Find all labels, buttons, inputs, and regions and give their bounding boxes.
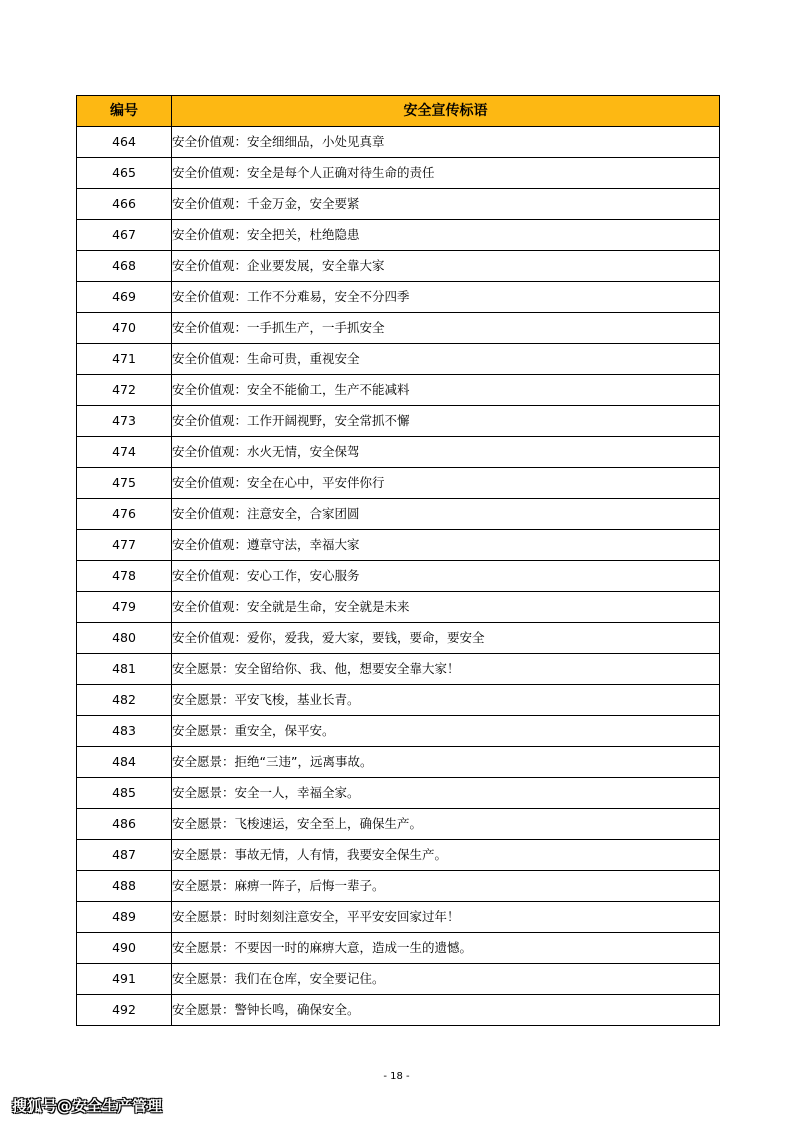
row-slogan: 安全价值观：工作开阔视野，安全常抓不懈 bbox=[172, 406, 720, 437]
row-slogan: 安全价值观：水火无情，安全保驾 bbox=[172, 437, 720, 468]
row-number: 468 bbox=[77, 251, 172, 282]
table-row bbox=[77, 747, 720, 778]
table-row bbox=[77, 127, 720, 158]
row-number: 479 bbox=[77, 592, 172, 623]
row-number: 475 bbox=[77, 468, 172, 499]
table-row bbox=[77, 282, 720, 313]
table-row bbox=[77, 344, 720, 375]
table-row bbox=[77, 437, 720, 468]
row-slogan: 安全价值观：遵章守法，幸福大家 bbox=[172, 530, 720, 561]
row-number: 467 bbox=[77, 220, 172, 251]
row-number: 470 bbox=[77, 313, 172, 344]
row-slogan: 安全价值观：安全把关，杜绝隐患 bbox=[172, 220, 720, 251]
table-row bbox=[77, 406, 720, 437]
table-row bbox=[77, 313, 720, 344]
row-slogan: 安全愿景：平安飞梭，基业长青。 bbox=[172, 685, 720, 716]
row-number: 483 bbox=[77, 716, 172, 747]
row-slogan: 安全愿景：麻痹一阵子，后悔一辈子。 bbox=[172, 871, 720, 902]
table-row bbox=[77, 902, 720, 933]
table-row bbox=[77, 220, 720, 251]
table-header-row bbox=[77, 96, 720, 127]
table-row bbox=[77, 716, 720, 747]
row-slogan: 安全愿景：警钟长鸣，确保安全。 bbox=[172, 995, 720, 1026]
page-number: - 18 - bbox=[383, 1071, 410, 1082]
row-slogan: 安全价值观：工作不分难易，安全不分四季 bbox=[172, 282, 720, 313]
row-number: 491 bbox=[77, 964, 172, 995]
table-row bbox=[77, 995, 720, 1026]
header-slogan: 安全宣传标语 bbox=[172, 96, 720, 127]
table-row bbox=[77, 964, 720, 995]
row-number: 490 bbox=[77, 933, 172, 964]
table-row bbox=[77, 809, 720, 840]
row-slogan: 安全愿景：安全留给你、我、他，想要安全靠大家！ bbox=[172, 654, 720, 685]
row-number: 478 bbox=[77, 561, 172, 592]
source-watermark: 搜狐号@安全生产管理 bbox=[12, 1097, 163, 1115]
row-number: 464 bbox=[77, 127, 172, 158]
table-row bbox=[77, 375, 720, 406]
row-number: 488 bbox=[77, 871, 172, 902]
row-slogan: 安全愿景：拒绝“三违”，远离事故。 bbox=[172, 747, 720, 778]
slogan-table-body bbox=[77, 127, 720, 1026]
row-slogan: 安全价值观：注意安全，合家团圆 bbox=[172, 499, 720, 530]
row-slogan: 安全愿景：重安全，保平安。 bbox=[172, 716, 720, 747]
row-slogan: 安全价值观：企业要发展，安全靠大家 bbox=[172, 251, 720, 282]
row-slogan: 安全价值观：安心工作，安心服务 bbox=[172, 561, 720, 592]
slogan-table bbox=[76, 95, 720, 1026]
row-number: 474 bbox=[77, 437, 172, 468]
row-slogan: 安全价值观：千金万金，安全要紧 bbox=[172, 189, 720, 220]
table-row bbox=[77, 468, 720, 499]
row-number: 471 bbox=[77, 344, 172, 375]
table-row bbox=[77, 840, 720, 871]
row-slogan: 安全价值观：安全就是生命，安全就是未来 bbox=[172, 592, 720, 623]
row-number: 484 bbox=[77, 747, 172, 778]
row-slogan: 安全愿景：安全一人，幸福全家。 bbox=[172, 778, 720, 809]
row-number: 465 bbox=[77, 158, 172, 189]
table-row bbox=[77, 685, 720, 716]
table-row bbox=[77, 654, 720, 685]
table-row bbox=[77, 530, 720, 561]
table-row bbox=[77, 561, 720, 592]
row-slogan: 安全价值观：安全是每个人正确对待生命的责任 bbox=[172, 158, 720, 189]
row-number: 489 bbox=[77, 902, 172, 933]
row-number: 466 bbox=[77, 189, 172, 220]
row-slogan: 安全愿景：飞梭速运，安全至上，确保生产。 bbox=[172, 809, 720, 840]
row-slogan: 安全价值观：一手抓生产，一手抓安全 bbox=[172, 313, 720, 344]
row-number: 469 bbox=[77, 282, 172, 313]
row-number: 480 bbox=[77, 623, 172, 654]
row-number: 482 bbox=[77, 685, 172, 716]
row-number: 492 bbox=[77, 995, 172, 1026]
row-number: 485 bbox=[77, 778, 172, 809]
table-row bbox=[77, 251, 720, 282]
table-row bbox=[77, 499, 720, 530]
row-number: 481 bbox=[77, 654, 172, 685]
table-row bbox=[77, 592, 720, 623]
row-number: 473 bbox=[77, 406, 172, 437]
row-slogan: 安全价值观：安全细细品，小处见真章 bbox=[172, 127, 720, 158]
row-slogan: 安全价值观：安全不能偷工，生产不能减料 bbox=[172, 375, 720, 406]
row-number: 472 bbox=[77, 375, 172, 406]
header-number: 编号 bbox=[77, 96, 172, 127]
table-row bbox=[77, 189, 720, 220]
row-slogan: 安全价值观：爱你，爱我，爱大家，要钱，要命，要安全 bbox=[172, 623, 720, 654]
row-number: 476 bbox=[77, 499, 172, 530]
row-number: 477 bbox=[77, 530, 172, 561]
table-row bbox=[77, 158, 720, 189]
row-number: 487 bbox=[77, 840, 172, 871]
row-slogan: 安全愿景：时时刻刻注意安全，平平安安回家过年！ bbox=[172, 902, 720, 933]
table-row bbox=[77, 871, 720, 902]
table-row bbox=[77, 778, 720, 809]
table-row bbox=[77, 933, 720, 964]
row-slogan: 安全愿景：我们在仓库，安全要记住。 bbox=[172, 964, 720, 995]
row-slogan: 安全价值观：安全在心中，平安伴你行 bbox=[172, 468, 720, 499]
row-number: 486 bbox=[77, 809, 172, 840]
row-slogan: 安全愿景：事故无情，人有情，我要安全保生产。 bbox=[172, 840, 720, 871]
row-slogan: 安全价值观：生命可贵，重视安全 bbox=[172, 344, 720, 375]
table-row bbox=[77, 623, 720, 654]
row-slogan: 安全愿景：不要因一时的麻痹大意，造成一生的遗憾。 bbox=[172, 933, 720, 964]
